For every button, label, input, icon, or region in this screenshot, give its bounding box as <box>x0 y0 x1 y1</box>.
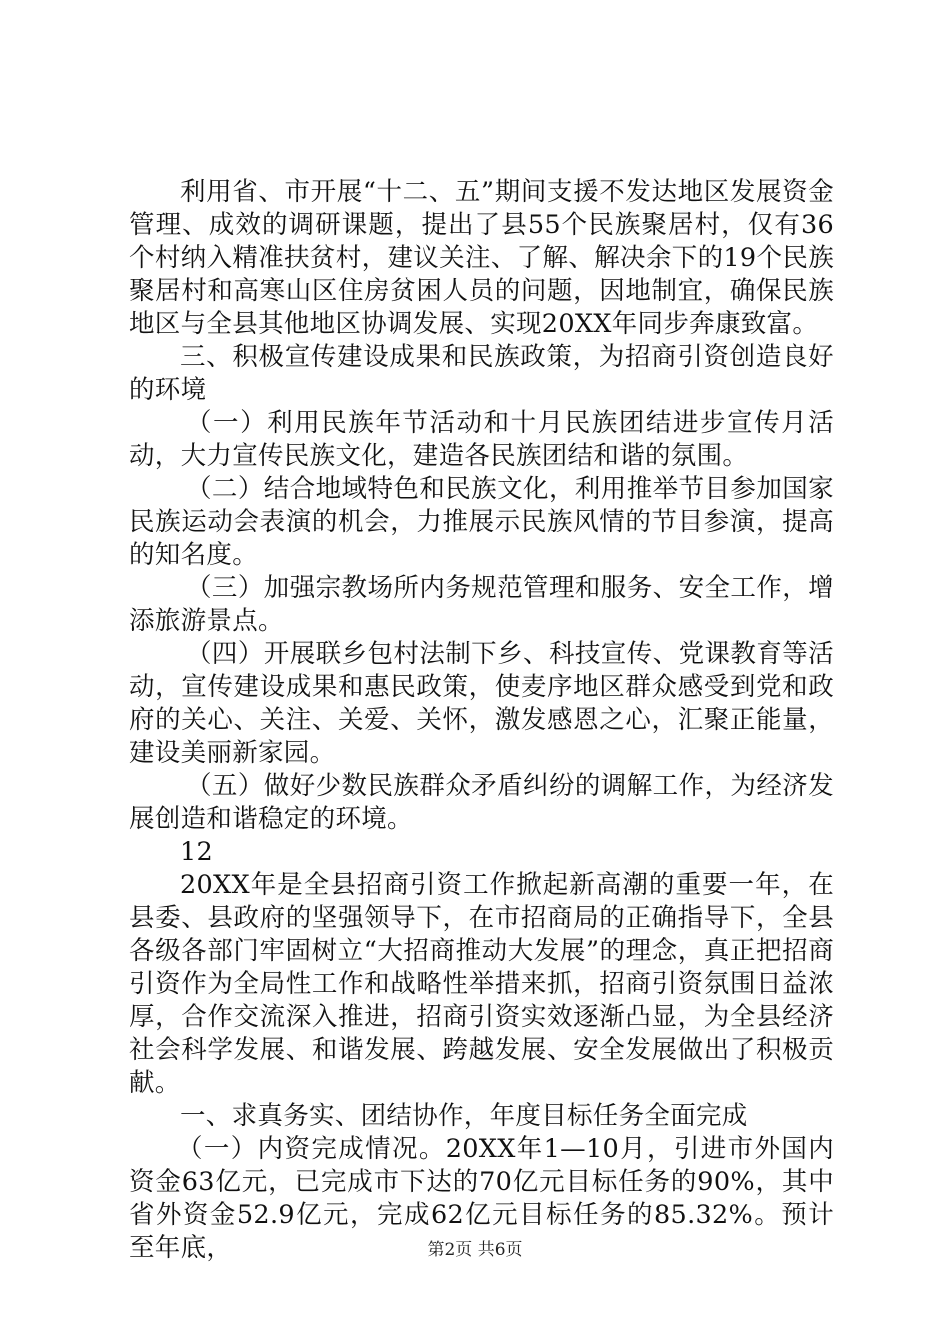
paragraph-item-one: （一）利用民族年节活动和十月民族团结进步宣传月活动，大力宣传民族文化，建造各民族团结和谐的氛围。 <box>129 408 834 471</box>
paragraph-investment-intro: 20XX年是全县招商引资工作掀起新高潮的重要一年，在县委、县政府的坚强领导下，在市招商局的正确指导下，全县各级各部门牢固树立“大招商推动大发展”的理念，真正把招商引资作为全局性工作和战略性举措来抓，招商引资氛围日益浓厚，合作交流深入推进，招商引资实效逐渐凸显，为全县经济社会科学发展、和谐发展、跨越发展、安全发展做出了积极贡献。 <box>129 870 834 1098</box>
paragraph-item-three: （三）加强宗教场所内务规范管理和服务、安全工作，增添旅游景点。 <box>129 573 834 636</box>
paragraph-domestic-capital: （一）内资完成情况。20XX年1—10月，引进市外国内资金63亿元，已完成市下达的70亿元目标任务的90%，其中省外资金52.9亿元，完成62亿元目标任务的85.32%。预计至年底， <box>129 1134 834 1263</box>
paragraph-item-four: （四）开展联乡包村法制下乡、科技宣传、党课教育等活动，宣传建设成果和惠民政策，使麦序地区群众感受到党和政府的关心、关注、关爱、关怀，激发感恩之心，汇聚正能量，建设美丽新家园。 <box>129 639 834 768</box>
paragraph-item-five: （五）做好少数民族群众矛盾纠纷的调解工作，为经济发展创造和谐稳定的环境。 <box>129 771 834 834</box>
heading-section-three: 三、积极宣传建设成果和民族政策，为招商引资创造良好的环境 <box>129 342 834 405</box>
document-body <box>129 176 834 1265</box>
paragraph-funds-research: 利用省、市开展“十二、五”期间支援不发达地区发展资金管理、成效的调研课题，提出了县55个民族聚居村，仅有36个村纳入精准扶贫村，建议关注、了解、解决余下的19个民族聚居村和高寒山区住房贫困人员的问题，因地制宜，确保民族地区与全县其他地区协调发展、实现20XX年同步奔康致富。 <box>129 177 834 339</box>
paragraph-number: 12 <box>180 837 214 867</box>
heading-section-one: 一、求真务实、团结协作，年度目标任务全面完成 <box>180 1101 748 1131</box>
paragraph-item-two: （二）结合地域特色和民族文化，利用推举节目参加国家民族运动会表演的机会，力推展示民族风情的节目参演，提高的知名度。 <box>129 474 834 570</box>
page-footer: 第2页 共6页 <box>427 1240 523 1260</box>
